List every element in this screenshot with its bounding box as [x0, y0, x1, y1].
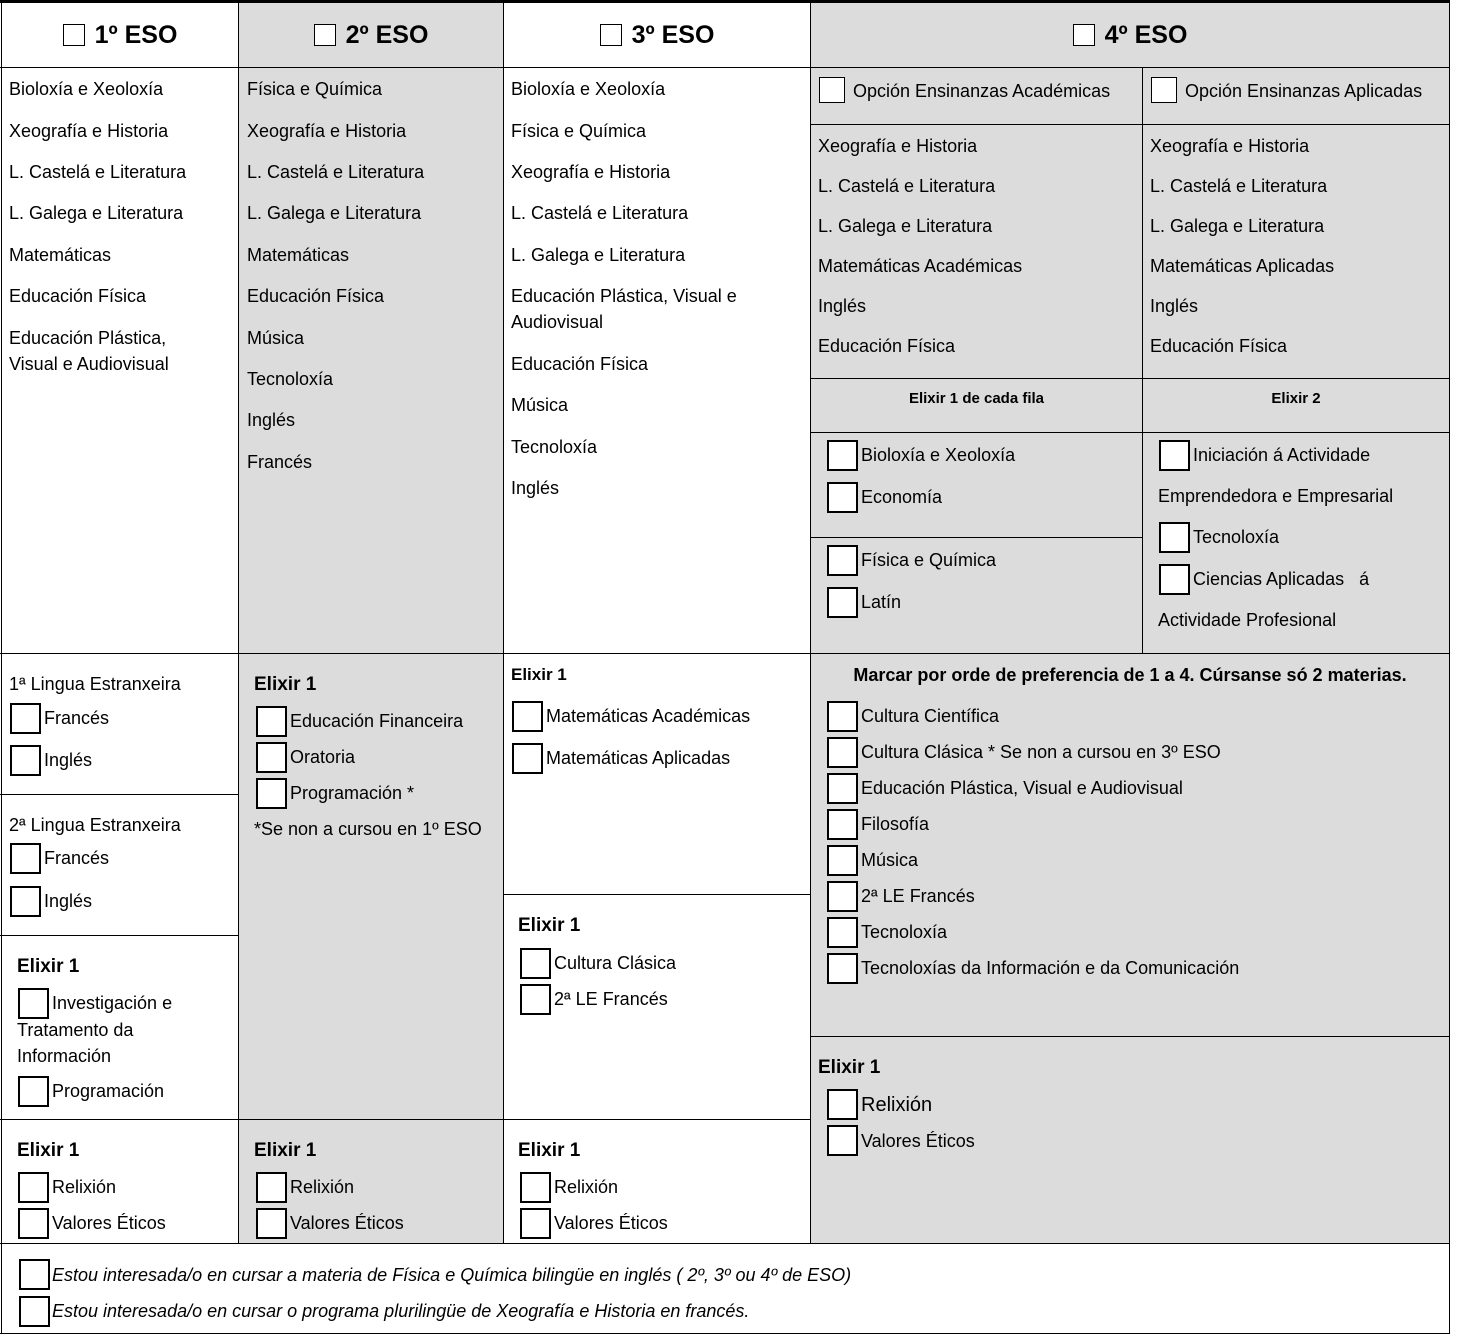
list-item: Xeografía e Historia — [9, 121, 169, 141]
elixir2-label: Elixir 2 — [1271, 390, 1321, 407]
checkbox-relixion-2[interactable] — [256, 1172, 287, 1203]
list-item: Matemáticas — [247, 245, 350, 265]
list-item: L. Galega e Literatura — [247, 203, 422, 223]
valores-2-label: Valores Éticos — [290, 1213, 404, 1233]
list-item: Educación Plástica, — [9, 328, 167, 348]
list-item: 2ª LE Francés — [861, 886, 975, 906]
le2-title: 2ª Lingua Estranxeira — [9, 815, 181, 835]
bioloxia-label: Bioloxía e Xeoloxía — [861, 445, 1016, 465]
elixir-row-label: Elixir 1 de cada fila — [908, 390, 1045, 407]
list-item: Matemáticas Académicas — [818, 256, 1023, 276]
col2-shade — [238, 2, 503, 1244]
checkbox-relixion-1[interactable] — [18, 1172, 49, 1203]
checkbox-opt-academicas[interactable] — [819, 77, 845, 103]
list-item: Educación Física — [9, 286, 147, 306]
programacion-note: *Se non a cursou en 1º ESO — [254, 819, 482, 839]
ciencias-aplicadas-label-2: Actividade Profesional — [1158, 610, 1337, 630]
eso4-rel-title: Elixir 1 — [818, 1057, 881, 1078]
list-item: Inglés — [818, 296, 867, 316]
list-item: Música — [511, 395, 569, 415]
list-item: Audiovisual — [511, 312, 604, 332]
checkbox-4eso[interactable] — [1073, 24, 1095, 46]
list-item: Xeografía e Historia — [818, 136, 978, 156]
eso1-rel-title: Elixir 1 — [17, 1140, 80, 1161]
header-2eso[interactable]: 2º ESO — [239, 4, 503, 66]
checkbox-programacion-2[interactable] — [256, 778, 287, 809]
list-item: L. Castelá e Literatura — [247, 162, 425, 182]
list-item: Educación Plástica, Visual e — [511, 286, 737, 306]
le1-ingles-label: Inglés — [44, 750, 93, 770]
checkbox-opt-aplicadas[interactable] — [1151, 77, 1177, 103]
header-4eso[interactable]: 4º ESO — [811, 4, 1449, 66]
checkbox-valores-4[interactable] — [827, 1125, 858, 1156]
checkbox-plurilingue[interactable] — [19, 1296, 50, 1327]
le1-frances-label: Francés — [44, 708, 110, 728]
economia-label: Economía — [861, 487, 943, 507]
list-item: L. Castelá e Literatura — [818, 176, 996, 196]
checkbox-tecnoloxia-apl[interactable] — [1159, 522, 1190, 553]
list-item: Tecnoloxía — [247, 369, 334, 389]
fisica-quimica-label: Física e Química — [861, 550, 997, 570]
list-item: L. Castelá e Literatura — [511, 203, 689, 223]
checkbox-le-frances-3[interactable] — [520, 984, 551, 1015]
checkbox-economia[interactable] — [827, 482, 858, 513]
eso2-elixir-title: Elixir 1 — [254, 674, 317, 695]
list-item: Xeografía e Historia — [511, 162, 671, 182]
le2-ingles-label: Inglés — [44, 891, 93, 911]
list-item: Xeografía e Historia — [247, 121, 407, 141]
list-item: Cultura Clásica * Se non a cursou en 3º ESO — [861, 742, 1221, 762]
checkbox-educacion-financeira[interactable] — [256, 706, 287, 737]
checkbox-pref-8[interactable] — [827, 953, 858, 984]
list-item: Música — [247, 328, 305, 348]
opt-aplicadas-label: Opción Ensinanzas Aplicadas — [1185, 81, 1423, 101]
list-item: Francés — [247, 452, 313, 472]
list-item: Bioloxía e Xeoloxía — [511, 79, 666, 99]
eso3-rel-title: Elixir 1 — [518, 1140, 581, 1161]
tecnoloxia-apl-label: Tecnoloxía — [1193, 527, 1280, 547]
checkbox-le1-ingles[interactable] — [10, 745, 41, 776]
checkbox-programacion-1[interactable] — [18, 1076, 49, 1107]
pref-title: Marcar por orde de preferencia de 1 a 4. Cúrsanse só 2 materias. — [853, 665, 1407, 685]
relixion-1-label: Relixión — [52, 1177, 117, 1197]
list-item: L. Galega e Literatura — [9, 203, 184, 223]
plurilingue-label: Estou interesada/o en cursar o programa plurilingüe de Xeografía e Historia en francés. — [52, 1301, 750, 1321]
checkbox-valores-1[interactable] — [18, 1208, 49, 1239]
relixion-4-label: Relixión — [861, 1094, 933, 1116]
list-item: Inglés — [1150, 296, 1199, 316]
list-item: L. Castelá e Literatura — [9, 162, 187, 182]
list-item: Matemáticas — [9, 245, 112, 265]
checkbox-valores-3[interactable] — [520, 1208, 551, 1239]
list-item: Tecnoloxía — [861, 922, 948, 942]
checkbox-le2-ingles[interactable] — [10, 886, 41, 917]
checkbox-valores-2[interactable] — [256, 1208, 287, 1239]
valores-1-label: Valores Éticos — [52, 1213, 166, 1233]
checkbox-cultura-clasica-3[interactable] — [520, 948, 551, 979]
checkbox-mat-academicas[interactable] — [512, 701, 543, 732]
valores-3-label: Valores Éticos — [554, 1213, 668, 1233]
header-1eso[interactable]: 1º ESO — [2, 4, 238, 66]
iniciacion-label: Iniciación á Actividade — [1193, 445, 1371, 465]
list-item: L. Galega e Literatura — [1150, 216, 1325, 236]
mat-aplicadas-label: Matemáticas Aplicadas — [546, 748, 731, 768]
eso3-elixir-a-title: Elixir 1 — [511, 665, 567, 684]
iniciacion-label-2: Emprendedora e Empresarial — [1158, 486, 1394, 506]
list-item: Educación Física — [818, 336, 956, 356]
le-frances-3-label: 2ª LE Francés — [554, 989, 668, 1009]
valores-4-label: Valores Éticos — [861, 1131, 975, 1151]
list-item: Educación Física — [511, 354, 649, 374]
checkbox-le2-frances[interactable] — [10, 843, 41, 874]
list-item: Física e Química — [511, 121, 647, 141]
ciencias-aplicadas-label: Ciencias Aplicadas á — [1193, 569, 1370, 589]
investigacion-label-2: Tratamento da — [17, 1020, 134, 1040]
bilingue-label: Estou interesada/o en cursar a materia de Física e Química bilingüe en inglés ( 2º, 3º ou 4º de ESO) — [52, 1265, 852, 1285]
relixion-2-label: Relixión — [290, 1177, 355, 1197]
eso2-rel-title: Elixir 1 — [254, 1140, 317, 1161]
checkbox-pref-2[interactable] — [827, 737, 858, 768]
programacion-2-label: Programación * — [290, 783, 415, 803]
educacion-financeira-label: Educación Financeira — [290, 711, 464, 731]
checkbox-bioloxia[interactable] — [827, 440, 858, 471]
list-item: Inglés — [247, 410, 296, 430]
list-item: Bioloxía e Xeoloxía — [9, 79, 164, 99]
checkbox-mat-aplicadas[interactable] — [512, 743, 543, 774]
list-item: Xeografía e Historia — [1150, 136, 1310, 156]
checkbox-oratoria[interactable] — [256, 742, 287, 773]
checkbox-relixion-3[interactable] — [520, 1172, 551, 1203]
list-item: Educación Plástica, Visual e Audiovisual — [861, 778, 1183, 798]
investigacion-label-3: Información — [17, 1046, 112, 1066]
list-item: Tecnoloxía — [511, 437, 598, 457]
list-item: Inglés — [511, 478, 560, 498]
list-item: Visual e Audiovisual — [9, 354, 169, 374]
opt-academicas-label: Opción Ensinanzas Académicas — [853, 81, 1111, 101]
checkbox-pref-3[interactable] — [827, 773, 858, 804]
checkbox-latin[interactable] — [827, 587, 858, 618]
le1-title: 1ª Lingua Estranxeira — [9, 674, 181, 694]
checkbox-ciencias-aplicadas[interactable] — [1159, 564, 1190, 595]
checkbox-1eso[interactable] — [63, 24, 85, 46]
list-item: Educación Física — [1150, 336, 1288, 356]
eso1-elixir-title: Elixir 1 — [17, 956, 80, 977]
investigacion-label: Investigación e — [52, 993, 173, 1013]
list-item: Filosofía — [861, 814, 930, 834]
header-3eso[interactable]: 3º ESO — [504, 4, 810, 66]
checkbox-investigacion[interactable] — [18, 988, 49, 1019]
list-item: Tecnoloxías da Información e da Comunicación — [861, 958, 1240, 978]
list-item: L. Galega e Literatura — [818, 216, 993, 236]
oratoria-label: Oratoria — [290, 747, 356, 767]
list-item: Educación Física — [247, 286, 385, 306]
checkbox-bilingue[interactable] — [19, 1259, 50, 1290]
list-item: L. Galega e Literatura — [511, 245, 686, 265]
mat-academicas-label: Matemáticas Académicas — [546, 706, 751, 726]
le2-frances-label: Francés — [44, 848, 110, 868]
cultura-clasica-3-label: Cultura Clásica — [554, 953, 677, 973]
list-item: Cultura Científica — [861, 706, 1000, 726]
checkbox-fisica-quimica[interactable] — [827, 545, 858, 576]
checkbox-pref-1[interactable] — [827, 701, 858, 732]
list-item: L. Castelá e Literatura — [1150, 176, 1328, 196]
list-item: Música — [861, 850, 919, 870]
list-item: Física e Química — [247, 79, 383, 99]
list-item: Matemáticas Aplicadas — [1150, 256, 1335, 276]
checkbox-pref-6[interactable] — [827, 881, 858, 912]
checkbox-3eso[interactable] — [600, 24, 622, 46]
latin-label: Latín — [861, 592, 902, 612]
checkbox-relixion-4[interactable] — [827, 1089, 858, 1120]
checkbox-pref-4[interactable] — [827, 809, 858, 840]
checkbox-pref-7[interactable] — [827, 917, 858, 948]
checkbox-iniciacion[interactable] — [1159, 440, 1190, 471]
eso3-elixir-b-title: Elixir 1 — [518, 915, 581, 936]
checkbox-2eso[interactable] — [314, 24, 336, 46]
checkbox-le1-frances[interactable] — [10, 703, 41, 734]
relixion-3-label: Relixión — [554, 1177, 619, 1197]
checkbox-pref-5[interactable] — [827, 845, 858, 876]
programacion-1-label: Programación — [52, 1081, 165, 1101]
